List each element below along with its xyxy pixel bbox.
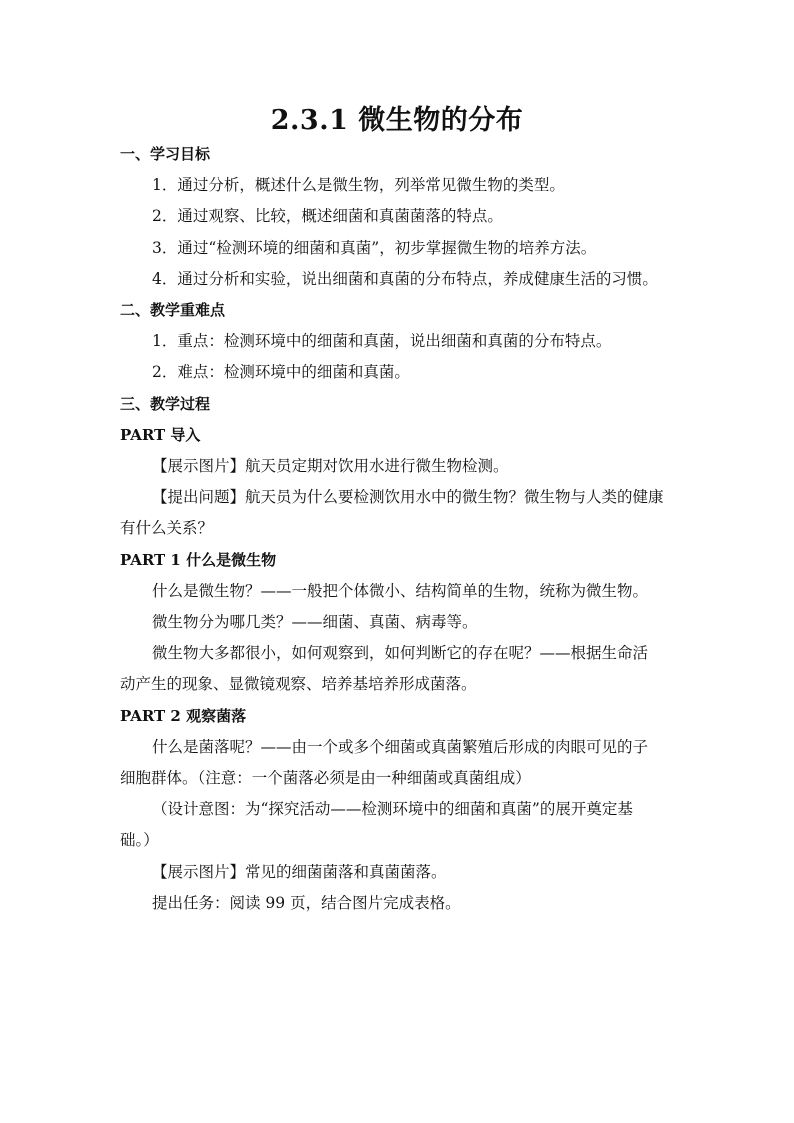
document-title: 2.3.1 微生物的分布: [270, 105, 524, 136]
paragraph-line: 什么是菌落呢？——由一个或多个细菌或真菌繁殖后形成的肉眼可见的子: [152, 738, 649, 756]
part-heading-1: PART 1 什么是微生物: [120, 551, 277, 569]
paragraph-continuation: 础。）: [120, 831, 159, 849]
paragraph-line: 提出任务：阅读 99 页，结合图片完成表格。: [152, 894, 461, 912]
paragraph-line: 什么是微生物？——一般把个体微小、结构简单的生物，统称为微生物。: [152, 582, 649, 600]
key-point-item: 1．重点：检测环境中的细菌和真菌，说出细菌和真菌的分布特点。: [152, 332, 612, 350]
paragraph-continuation: 动产生的现象、显微镜观察、培养基培养形成菌落。: [120, 675, 477, 693]
paragraph-line: 微生物分为哪几类？——细菌、真菌、病毒等。: [152, 613, 478, 631]
paragraph-continuation: 有什么关系？: [120, 519, 214, 537]
paragraph-line: （设计意图：为“探究活动——检测环境中的细菌和真菌”的展开奠定基: [152, 800, 633, 818]
key-point-item: 2．难点：检测环境中的细菌和真菌。: [152, 363, 410, 381]
part-heading-2: PART 2 观察菌落: [120, 707, 247, 725]
section-heading-key-points: 二、教学重难点: [120, 301, 226, 319]
paragraph-line: 【提出问题】航天员为什么要检测饮用水中的微生物？微生物与人类的健康: [152, 488, 664, 506]
section-heading-process: 三、教学过程: [120, 395, 211, 413]
paragraph-continuation: 细胞群体。（注意：一个菌落必须是由一种细菌或真菌组成）: [120, 769, 531, 787]
objective-item: 1．通过分析，概述什么是微生物，列举常见微生物的类型。: [152, 176, 565, 194]
objective-item: 3．通过“检测环境的细菌和真菌”，初步掌握微生物的培养方法。: [152, 239, 597, 257]
section-heading-objectives: 一、学习目标: [120, 145, 211, 163]
objective-item: 4．通过分析和实验，说出细菌和真菌的分布特点，养成健康生活的习惯。: [152, 270, 658, 288]
paragraph-line: 【展示图片】航天员定期对饮用水进行微生物检测。: [152, 457, 509, 475]
paragraph-line: 微生物大多都很小，如何观察到，如何判断它的存在呢？——根据生命活: [152, 644, 649, 662]
part-heading-intro: PART 导入: [120, 426, 201, 444]
objective-item: 2．通过观察、比较，概述细菌和真菌菌落的特点。: [152, 207, 503, 225]
paragraph-line: 【展示图片】常见的细菌菌落和真菌菌落。: [152, 863, 447, 881]
